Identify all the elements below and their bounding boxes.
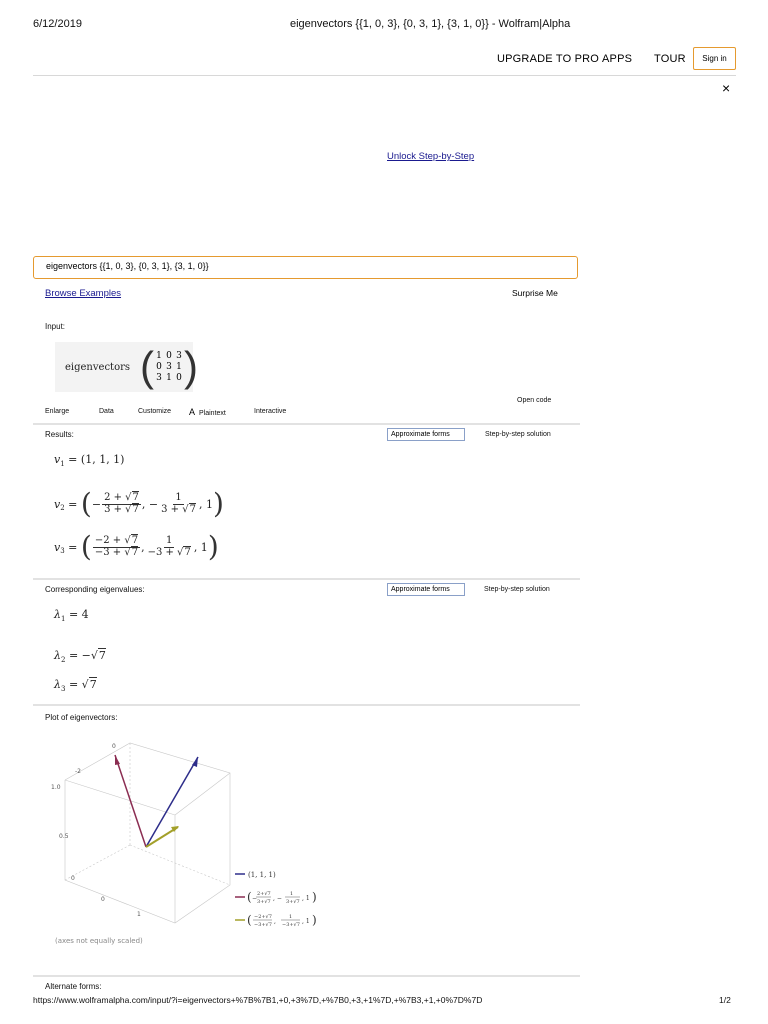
- l3-subscript: 3: [60, 685, 66, 694]
- nav-divider: [33, 75, 736, 76]
- svg-text:, 1: , 1: [302, 918, 310, 925]
- eigenvalue-l2: $\lambda_2 = -√7$: [54, 649, 106, 665]
- svg-text:−: −: [252, 895, 258, 902]
- matrix-cell: 1: [176, 362, 182, 372]
- tick-top2: -2: [75, 768, 81, 775]
- matrix-cell: 1: [166, 373, 172, 383]
- tick-z1: 1.0: [51, 784, 61, 791]
- matrix-cell: 3: [176, 351, 182, 361]
- svg-text:,: ,: [274, 918, 276, 925]
- upgrade-link[interactable]: UPGRADE TO PRO: [497, 53, 600, 65]
- svg-text:−2+√7: −2+√7: [254, 914, 272, 920]
- plaintext-button[interactable]: Plaintext: [199, 410, 226, 417]
- svg-text:1: 1: [289, 914, 293, 920]
- svg-text:(: (: [247, 913, 252, 927]
- step-by-step-button[interactable]: Step-by-step solution: [484, 586, 550, 593]
- svg-text:, −: , −: [273, 895, 282, 902]
- alternate-forms-label: Alternate forms:: [45, 982, 102, 991]
- approximate-forms-button[interactable]: Approximate forms: [387, 428, 465, 441]
- matrix-left-paren: (: [140, 343, 154, 390]
- enlarge-button[interactable]: Enlarge: [45, 408, 70, 415]
- tick-z05: 0.5: [59, 833, 69, 840]
- matrix-cell: 1: [156, 351, 162, 361]
- input-function-name: eigenvectors: [65, 361, 130, 373]
- tick-z0: 0: [71, 875, 75, 882]
- svg-text:(: (: [247, 890, 252, 904]
- close-icon[interactable]: ×: [722, 80, 731, 96]
- matrix-cell: 0: [166, 351, 172, 361]
- svg-text:1: 1: [290, 891, 294, 897]
- l2-subscript: 2: [60, 656, 66, 665]
- vector-v2-arrowhead: [115, 755, 120, 765]
- results-pod-label: Results:: [45, 430, 74, 439]
- v3-subscript: 3: [60, 547, 65, 555]
- data-button[interactable]: Data: [99, 408, 114, 415]
- matrix-cell: 0: [176, 373, 182, 383]
- eigenvector-v2: v $_2$ = ( − $\frac{2 + √7}{3 + √7}$ , − $\frac{1}{3 + √7}$ , 1 ): [54, 487, 224, 520]
- apps-link[interactable]: APPS: [602, 53, 633, 65]
- vector-v2: [115, 755, 146, 847]
- matrix-cell: 3: [156, 373, 162, 383]
- eigenvector-v3: v $_3$ = ( $\frac{-2 + √7}{-3 + √7}$ , $\frac{1}{-3 + √7}$ , 1 ): [54, 530, 219, 563]
- l3-value: 7: [89, 678, 97, 691]
- plaintext-icon: A: [189, 407, 196, 417]
- eigenvalue-l3: $\lambda_3 = √7$: [54, 678, 97, 694]
- svg-text:3+√7: 3+√7: [286, 899, 300, 905]
- eigenvalue-l1: $\lambda_1 = 4$: [54, 608, 89, 624]
- plot-note: (axes not equally scaled): [55, 937, 143, 945]
- sign-in-label: Sign in: [702, 54, 727, 63]
- step-by-step-button[interactable]: Step-by-step solution: [485, 431, 551, 438]
- matrix-cell: 0: [156, 362, 162, 372]
- v3-symbol: v: [54, 540, 61, 554]
- v1-value: (1, 1, 1): [80, 453, 125, 466]
- svg-text:): ): [312, 913, 317, 927]
- pod-divider: [33, 578, 580, 580]
- open-code-button[interactable]: Open code: [517, 397, 552, 404]
- tick-x0: 0: [101, 896, 105, 903]
- l1-value: 4: [81, 608, 89, 621]
- v2-subscript: 2: [60, 504, 65, 512]
- plot-axis-ticks: [51, 743, 141, 918]
- svg-text:): ): [312, 890, 317, 904]
- search-input[interactable]: [33, 256, 578, 279]
- sign-in-button[interactable]: [693, 47, 736, 70]
- legend-label-v3: [247, 913, 317, 928]
- input-pod-content: [55, 342, 198, 392]
- approximate-forms-button[interactable]: Approximate forms: [387, 583, 465, 596]
- search-input-value: eigenvectors {{1, 0, 3}, {0, 3, 1}, {3, 1, 0}}: [46, 261, 209, 271]
- svg-text:2+√7: 2+√7: [257, 891, 271, 897]
- input-matrix: [154, 351, 184, 383]
- v2-symbol: v: [54, 497, 61, 511]
- input-pod-label: Input:: [45, 322, 66, 331]
- legend-label-v2: [247, 890, 317, 905]
- plot-box: [65, 743, 230, 923]
- eigenvector-plot: [45, 735, 345, 950]
- eigenvector-v1: $v_1 = (1$, 1, 1): [54, 453, 125, 469]
- tour-link[interactable]: TOUR: [654, 53, 686, 65]
- print-date: 6/12/2019: [33, 18, 82, 30]
- pod-divider: [33, 975, 580, 977]
- plot-legend: [235, 871, 317, 928]
- tick-x1: 1: [137, 911, 141, 918]
- l2-value: 7: [98, 649, 106, 662]
- plot-pod-label: Plot of eigenvectors:: [45, 713, 118, 722]
- interactive-button[interactable]: Interactive: [254, 408, 287, 415]
- svg-text:−3+√7: −3+√7: [254, 922, 272, 928]
- browse-examples-link[interactable]: Browse Examples: [45, 288, 122, 299]
- vector-v1: [146, 757, 198, 847]
- svg-text:3+√7: 3+√7: [257, 899, 271, 905]
- customize-button[interactable]: Customize: [138, 408, 172, 415]
- print-page-title: eigenvectors {{1, 0, 3}, {0, 3, 1}, {3, 1, 0}} - Wolfram|Alpha: [290, 18, 571, 30]
- surprise-me-link[interactable]: Surprise Me: [512, 288, 558, 298]
- matrix-cell: 3: [166, 362, 172, 372]
- pod-divider: [33, 704, 580, 706]
- v1-subscript: 1: [60, 460, 65, 469]
- matrix-right-paren: ): [184, 343, 198, 390]
- eigenvalues-pod-label: Corresponding eigenvalues:: [45, 585, 145, 594]
- unlock-step-by-step-link[interactable]: Unlock Step-by-Step: [387, 151, 475, 162]
- pod-divider: [33, 423, 580, 425]
- l1-subscript: 1: [60, 615, 66, 624]
- print-page-number: 1/2: [719, 995, 731, 1005]
- svg-text:−3+√7: −3+√7: [282, 922, 300, 928]
- v1-symbol: v: [54, 453, 61, 466]
- print-url: https://www.wolframalpha.com/input/?i=eigenvectors+%7B%7B1,+0,+3%7D,+%7B0,+3,+1%7D,+%7B3,+1,+0%7D%7D: [33, 995, 483, 1005]
- svg-text:, 1: , 1: [302, 895, 310, 902]
- legend-label-v1: (1, 1, 1): [248, 871, 276, 879]
- tick-top: 0: [112, 743, 116, 750]
